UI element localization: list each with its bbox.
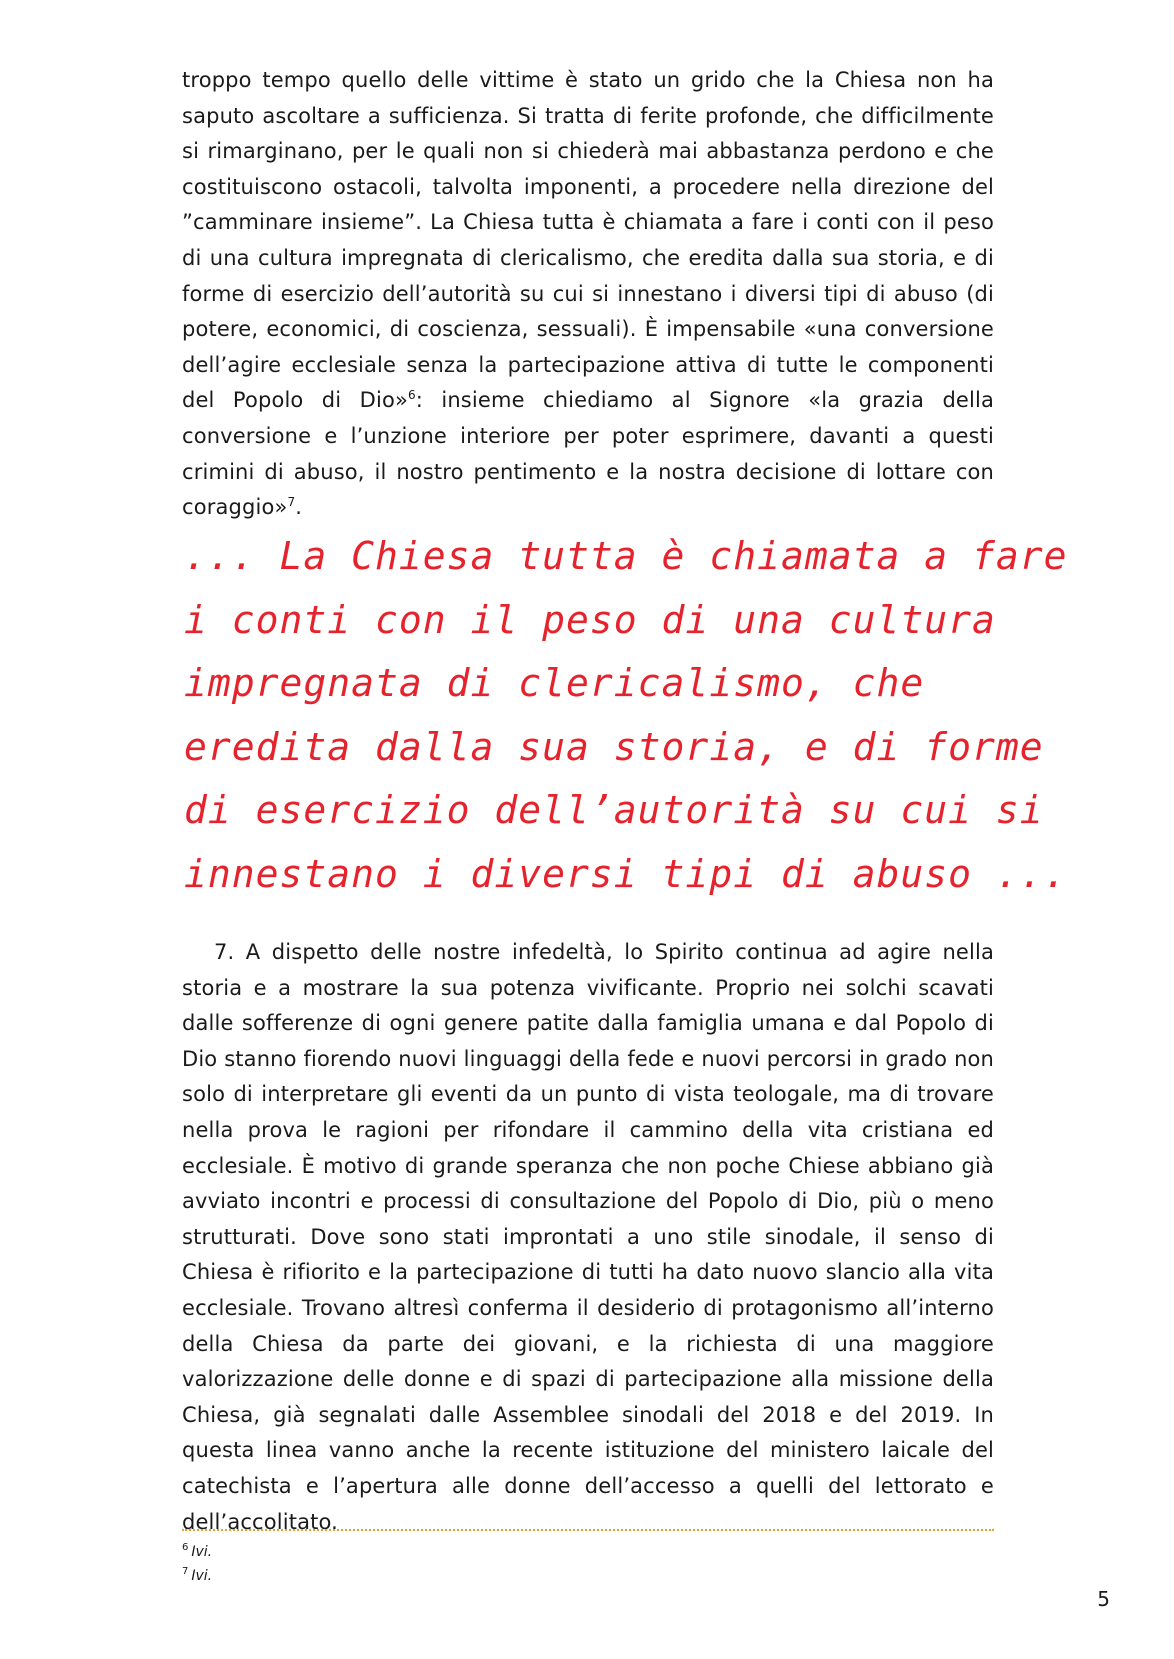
pull-quote-line: eredita dalla sua storia, e di forme (184, 724, 1044, 769)
body-paragraph-top (182, 63, 994, 526)
footnotes (182, 1540, 212, 1588)
pull-quote-line: i conti con il peso di una cultura (184, 597, 996, 642)
pull-quote-line: impregnata di clericalismo, che (184, 661, 925, 705)
pull-quote-line: innestano i diversi tipi di abuso ... (184, 851, 1068, 896)
footnote-number: 7 (182, 1566, 189, 1578)
footnote-ref-6[interactable]: 6 (407, 388, 416, 403)
body-text-part-1: troppo tempo quello delle vittime è stato un grido che la Chiesa non ha saputo ascoltare a sufficienza. Si tratta di ferite profonde, che difficilmente si rimarginano, per le quali non si chiederà mai abbastanza perdono e che costituiscono ostacoli, talvolta imponenti, a procedere nella direzione del ”camminare insieme”. La Chiesa tutta è chiamata a fare i conti con il peso di una cultura impregnata di clericalismo, che eredita dalla sua storia, e di forme di esercizio dell’autorità su cui si innestano i diversi tipi di abuso (di potere, economici, di coscienza, sessuali). È impensabile «una conversione dell’agire ecclesiale senza la partecipazione attiva di tutte le componenti del Popolo di Dio» (182, 68, 994, 413)
pull-quote-line: ... La Chiesa tutta è chiamata a fare (184, 534, 1068, 578)
footnote-text: Ivi. (191, 1544, 213, 1560)
footnote-text: Ivi. (191, 1568, 213, 1584)
pull-quote-line: di esercizio dell’autorità su cui si (184, 788, 1044, 832)
footnote-6 (182, 1540, 212, 1564)
body-paragraph-section-7: 7. A dispetto delle nostre infedeltà, lo Spirito continua ad agire nella storia e a mostrare la sua potenza vivificante. Proprio nei solchi scavati dalle sofferenze di ogni genere patite dalla famiglia umana e dal Popolo di Dio stanno fiorendo nuovi linguaggi della fede e nuovi percorsi in grado non solo di interpretare gli eventi da un punto di vista teologale, ma di trovare nella prova le ragioni per rifondare il cammino della vita cristiana ed ecclesiale. È motivo di grande speranza che non poche Chiese abbiano già avviato incontri e processi di consultazione del Popolo di Dio, più o meno strutturati. Dove sono stati improntati a uno stile sinodale, il senso di Chiesa è rifiorito e la partecipazione di tutti ha dato nuovo slancio alla vita ecclesiale. Trovano altresì conferma il desiderio di protagonismo all’interno della Chiesa da parte dei giovani, e la richiesta di una maggiore valorizzazione delle donne e di spazi di partecipazione alla missione della Chiesa, già segnalati dalle Assemblee sinodali del 2018 e del 2019. In questa linea vanno anche la recente istituzione del ministero laicale del catechista e l’apertura alle donne dell’accesso a quelli del lettorato e dell’accolitato. (182, 940, 994, 1534)
body-text-part-2: : insieme chiediamo al Signore «la grazia della conversione e l’unzione interiore per poter esprimere, davanti a questi crimini di abuso, il nostro pentimento e la nostra decisione di lottare con coraggio» (182, 388, 994, 520)
body-text-end: . (295, 495, 303, 520)
footnote-7 (182, 1564, 212, 1588)
pull-quote (184, 525, 1068, 906)
footnote-ref-7[interactable]: 7 (287, 495, 296, 510)
page-number: 5 (1097, 1587, 1110, 1611)
footnote-divider (182, 1529, 994, 1531)
footnote-number: 6 (182, 1542, 189, 1554)
